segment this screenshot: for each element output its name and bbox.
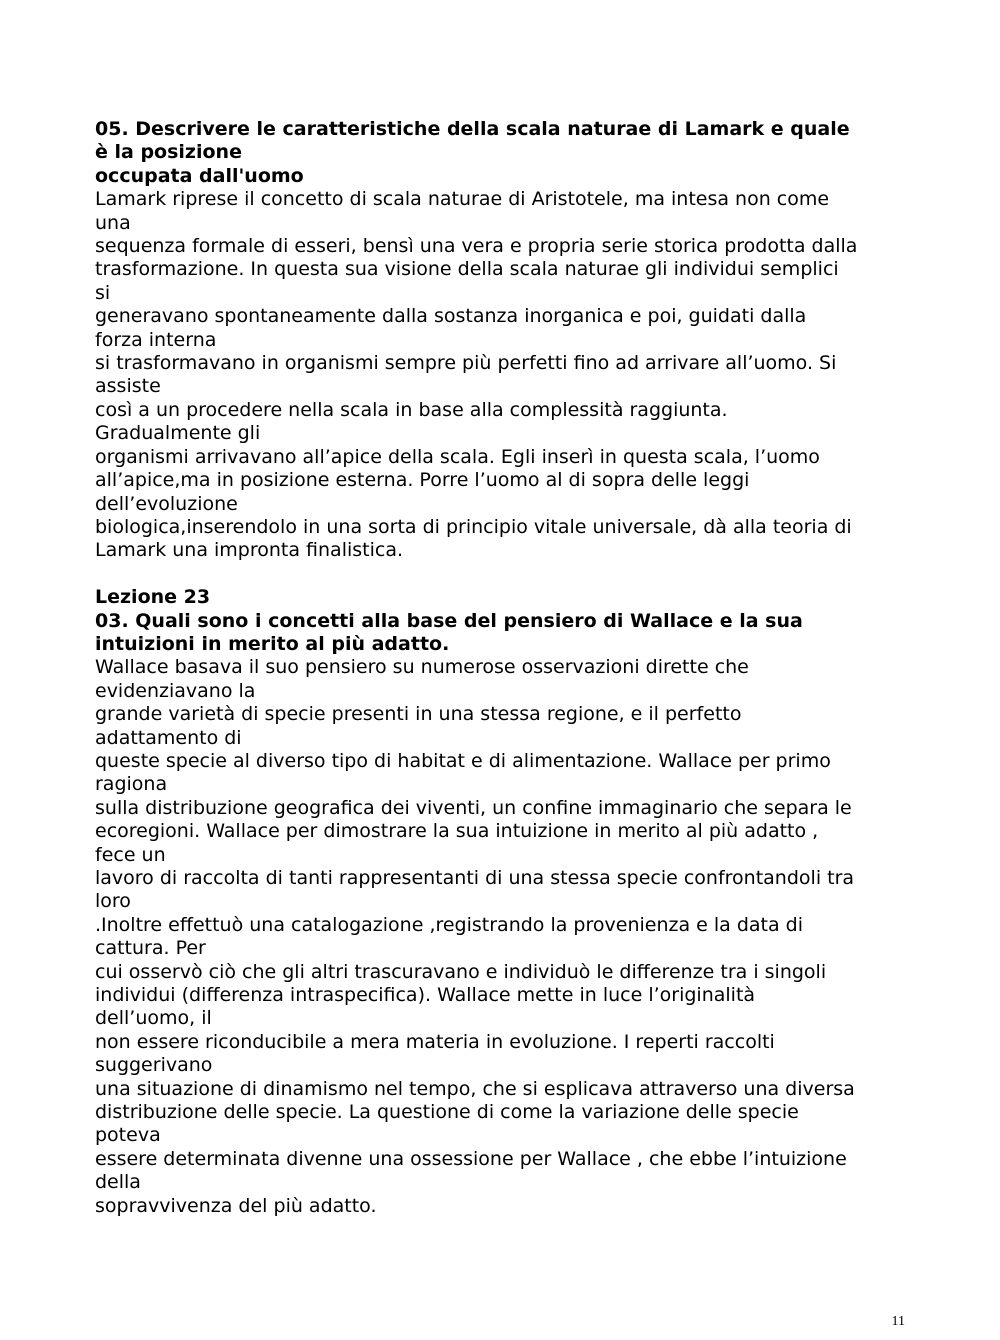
text-line: loro [95,890,131,913]
text-line: biologica,inserendolo in una sorta di principio vitale universale, dà alla teoria di [95,515,852,538]
text-line: all’apice,ma in posizione esterna. Porre l’uomo al di sopra delle leggi [95,469,750,492]
section-lamark-text [95,188,955,563]
text-line: della [95,1171,141,1194]
text-line: lavoro di raccolta di tanti rappresentanti di una stessa specie confrontandoli tra [95,866,855,889]
heading-line: è la posizione [95,141,242,164]
text-line: sopravvivenza del più adatto. [95,1194,377,1217]
text-line: si [95,281,111,304]
lesson-title: Lezione 23 [95,586,211,609]
text-line: poteva [95,1124,161,1147]
text-line: Gradualmente gli [95,422,261,445]
text-line: sequenza formale di esseri, bensì una vera e propria serie storica prodotta dalla [95,235,858,258]
text-line: queste specie al diverso tipo di habitat e di alimentazione. Wallace per primo [95,749,831,772]
text-line: sulla distribuzione geografica dei viventi, un confine immaginario che separa le [95,796,852,819]
text-line: .Inoltre effettuò una catalogazione ,registrando la provenienza e la data di [95,913,804,936]
document-body [95,118,955,1218]
text-line: cattura. Per [95,937,206,960]
text-line: dell’uomo, il [95,1007,212,1030]
section-wallace-text [95,656,955,1218]
text-line: non essere riconducibile a mera materia in evoluzione. I reperti raccolti [95,1030,775,1053]
text-line: una situazione di dinamismo nel tempo, che si esplicava attraverso una diversa [95,1077,855,1100]
text-line: trasformazione. In questa sua visione della scala naturae gli individui semplici [95,258,839,281]
text-line: evidenziavano la [95,679,256,702]
heading-line: occupata dall'uomo [95,164,304,187]
text-line: grande varietà di specie presenti in una stessa regione, e il perfetto [95,703,742,726]
text-line: fece un [95,843,166,866]
text-line: organismi arrivavano all’apice della scala. Egli inserì in questa scala, l’uomo [95,445,820,468]
text-line: Wallace basava il suo pensiero su numerose osservazioni dirette che [95,656,749,679]
section-lamark-heading [95,118,955,188]
paragraph-gap [95,563,955,586]
text-line: una [95,211,131,234]
section-wallace [95,586,955,1218]
text-line: adattamento di [95,726,242,749]
section-wallace-heading [95,610,955,657]
text-line: ecoregioni. Wallace per dimostrare la sua intuizione in merito al più adatto , [95,820,819,843]
page-number: 11 [891,1314,905,1329]
heading-line: 03. Quali sono i concetti alla base del pensiero di Wallace e la sua [95,609,803,632]
heading-line: intuizioni in merito al più adatto. [95,632,450,655]
text-line: essere determinata divenne una ossessione per Wallace , che ebbe l’intuizione [95,1147,847,1170]
heading-line: 05. Descrivere le caratteristiche della scala naturae di Lamark e quale [95,118,850,140]
text-line: assiste [95,375,161,398]
text-line: generavano spontaneamente dalla sostanza inorganica e poi, guidati dalla [95,305,807,328]
text-line: Lamark una impronta finalistica. [95,539,404,562]
text-line: ragiona [95,773,168,796]
section-lamark [95,118,955,563]
text-line: dell’evoluzione [95,492,238,515]
text-line: forza interna [95,328,217,351]
text-line: così a un procedere nella scala in base alla complessità raggiunta. [95,398,728,421]
text-line: individui (differenza intraspecifica). Wallace mette in luce l’originalità [95,984,756,1007]
text-line: Lamark riprese il concetto di scala naturae di Aristotele, ma intesa non come [95,188,830,211]
text-line: si trasformavano in organismi sempre più perfetti fino ad arrivare all’uomo. Si [95,352,837,375]
text-line: distribuzione delle specie. La questione di come la variazione delle specie [95,1101,799,1124]
text-line: cui osservò ciò che gli altri trascuravano e individuò le differenze tra i singoli [95,960,827,983]
text-line: suggerivano [95,1054,213,1077]
